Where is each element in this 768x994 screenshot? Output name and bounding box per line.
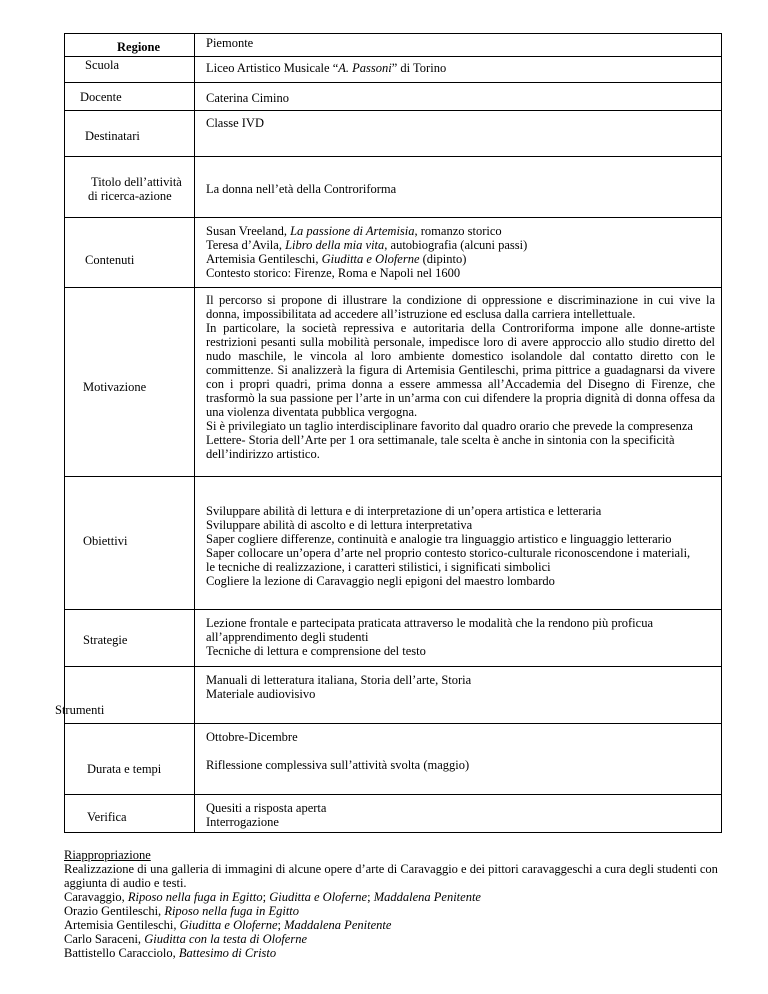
motivazione-line: Si è privilegiato un taglio interdisciplinare favorito dal quadro orario che prevede la compresenza [206,419,693,433]
label-cell [65,218,195,287]
work-type: (dipinto) [419,252,467,266]
motivazione-paragraph: Il percorso si propone di illustrare la condizione di oppressione e discriminazione in cui vive la donna, impossibilitata ad accedere all’istruzione ed esclusa dalla carriera intellettuale. [206,293,715,321]
riappropriazione-section [64,848,724,960]
value-destinatari: Classe IVD [206,116,264,130]
value-cell [195,111,722,156]
work-type: , romanzo storico [414,224,502,238]
motivazione-line: Lettere- Storia dell’Arte per 1 ora settimanale, tale scelta è anche in sintonia con la specificità [206,433,675,447]
label-cell [65,157,195,217]
value-regione: Piemonte [206,36,254,50]
label-cell [65,288,195,476]
value-cell [195,610,722,666]
durata-item: Riflessione complessiva sull’attività svolta (maggio) [206,758,470,772]
value-cell [195,288,722,476]
artwork-title: Battesimo di Cristo [178,946,277,960]
strategia-item: all’apprendimento degli studenti [206,630,369,644]
section-intro: Realizzazione di una galleria di immagini di alcune opere d’arte di Caravaggio e dei pittori caravaggeschi a cura degli studenti con aggiunta di audio e testi. [64,862,718,890]
durata-item: Ottobre-Dicembre [206,730,298,744]
contenuti-line [206,238,715,252]
verifica-item: Interrogazione [206,815,279,829]
value-titolo: La donna nell’età della Controriforma [206,182,397,196]
artwork-title: Maddalena Penitente [284,918,392,932]
section-heading: Riappropriazione [64,848,151,862]
contenuti-line [206,224,715,238]
label-cell [65,111,195,156]
school-city: ” di Torino [391,61,447,75]
obiettivo-item: Saper cogliere differenze, continuità e analogie tra linguaggio artistico e linguaggio letterario [206,532,672,546]
artwork-title: Maddalena Penitente [373,890,481,904]
school-text: Liceo Artistico Musicale “ [206,61,339,75]
work-type: , autobiografia (alcuni passi) [384,238,528,252]
artwork-title: Giuditta e Oloferne [179,918,278,932]
label-strumenti: Strumenti [55,703,105,717]
separator: ; [262,890,270,904]
contenuti-line [206,252,715,266]
row-strumenti [55,667,722,724]
value-cell [195,724,722,794]
author: Teresa d’Avila, [206,238,286,252]
label-cell [65,724,195,794]
label-motivazione: Motivazione [83,380,147,394]
value-cell [195,795,722,832]
row-contenuti [65,218,722,288]
row-strategie [65,610,722,667]
label-cell [65,795,195,832]
artwork-title: Riposo nella fuga in Egitto [164,904,300,918]
row-verifica [65,795,722,833]
row-destinatari [65,111,722,157]
verifica-item: Quesiti a risposta aperta [206,801,327,815]
artist: Battistello Caracciolo, [64,946,179,960]
value-docente: Caterina Cimino [206,91,289,105]
value-scuola [206,61,715,75]
label-docente: Docente [80,90,122,104]
artwork-title: Riposo nella fuga in Egitto [127,890,263,904]
label-obiettivi: Obiettivi [83,534,128,548]
strategia-item: Lezione frontale e partecipata praticata attraverso le modalità che la rendono più proficua [206,616,653,630]
label-titolo-1: Titolo dell’attività [91,175,182,189]
label-cell [65,83,195,110]
motivazione-paragraph: In particolare, la società repressiva e autoritaria della Controriforma impone alle donne-artiste restrizioni pesanti sulla mobilità personale, impedisce loro di avere approccio allo studio diretto del nudo maschile, le vincola al loro ambiente domestico isolandole dal contatto diretto con le committenze. Si analizzerà la figura di Artemisia Gentileschi, prima pittrice a guadagnarsi da vivere con i propri quadri, prima donna a essere ammessa all’Accademia del Disegno di Firenze, che trasformò la sua passione per l’arte in un’arma con cui difendere la propria dignità di donna offesa da una violenza diventata pubblica vergogna. [206,321,715,419]
label-titolo-2: di ricerca-azione [88,189,172,203]
artist: Carlo Saraceni, [64,932,145,946]
label-regione: Regione [117,40,161,54]
label-destinatari: Destinatari [85,129,140,143]
row-titolo [65,157,722,218]
label-scuola: Scuola [85,58,120,72]
strumento-item: Materiale audiovisivo [206,687,316,701]
strategia-item: Tecniche di lettura e comprensione del testo [206,644,426,658]
value-cell [195,477,722,609]
author: Susan Vreeland, [206,224,291,238]
school-name: A. Passoni [338,61,392,75]
work-title: Giuditta e Oloferne [321,252,420,266]
value-cell [195,218,722,287]
value-cell [195,83,722,110]
value-cell [195,57,722,82]
obiettivo-item: Saper collocare un’opera d’arte nel proprio contesto storico-culturale riconoscendone i materiali, [206,546,691,560]
obiettivo-item: Cogliere la lezione di Caravaggio negli epigoni del maestro lombardo [206,574,555,588]
value-cell [195,34,722,56]
strumento-item: Manuali di letteratura italiana, Storia dell’arte, Storia [206,673,472,687]
obiettivo-item: Sviluppare abilità di ascolto e di lettura interpretativa [206,518,473,532]
label-cell [65,57,195,82]
row-regione [65,34,722,57]
contenuti-line: Contesto storico: Firenze, Roma e Napoli nel 1600 [206,266,461,280]
row-motivazione [65,288,722,477]
value-cell [195,157,722,217]
artist: Artemisia Gentileschi, [64,918,180,932]
artwork-line [64,904,724,918]
motivazione-line: dell’indirizzo artistico. [206,447,320,461]
obiettivo-item: le tecniche di realizzazione, i caratteri stilistici, i significati simbolici [206,560,551,574]
work-title: Libro della mia vita [285,238,385,252]
label-cell [65,34,195,56]
artist: Caravaggio, [64,890,128,904]
label-cell [55,667,195,723]
label-durata: Durata e tempi [87,762,162,776]
label-cell [65,477,195,609]
artwork-line [64,932,724,946]
obiettivo-item: Sviluppare abilità di lettura e di interpretazione di un’opera artistica e letteraria [206,504,602,518]
separator: ; [367,890,374,904]
row-obiettivi [65,477,722,610]
row-docente [65,83,722,111]
artwork-title: Giuditta con la testa di Oloferne [144,932,308,946]
label-verifica: Verifica [87,810,127,824]
row-scuola [65,57,722,83]
artwork-title: Giuditta e Oloferne [269,890,368,904]
label-cell [65,610,195,666]
artwork-line [64,946,724,960]
project-table [55,33,722,833]
artist: Orazio Gentileschi, [64,904,165,918]
author: Artemisia Gentileschi, [206,252,322,266]
work-title: La passione di Artemisia [290,224,415,238]
artwork-line [64,918,724,932]
label-contenuti: Contenuti [85,253,135,267]
label-strategie: Strategie [83,633,128,647]
value-cell [195,667,722,723]
artwork-line [64,890,724,904]
row-durata [65,724,722,795]
separator: ; [277,918,285,932]
